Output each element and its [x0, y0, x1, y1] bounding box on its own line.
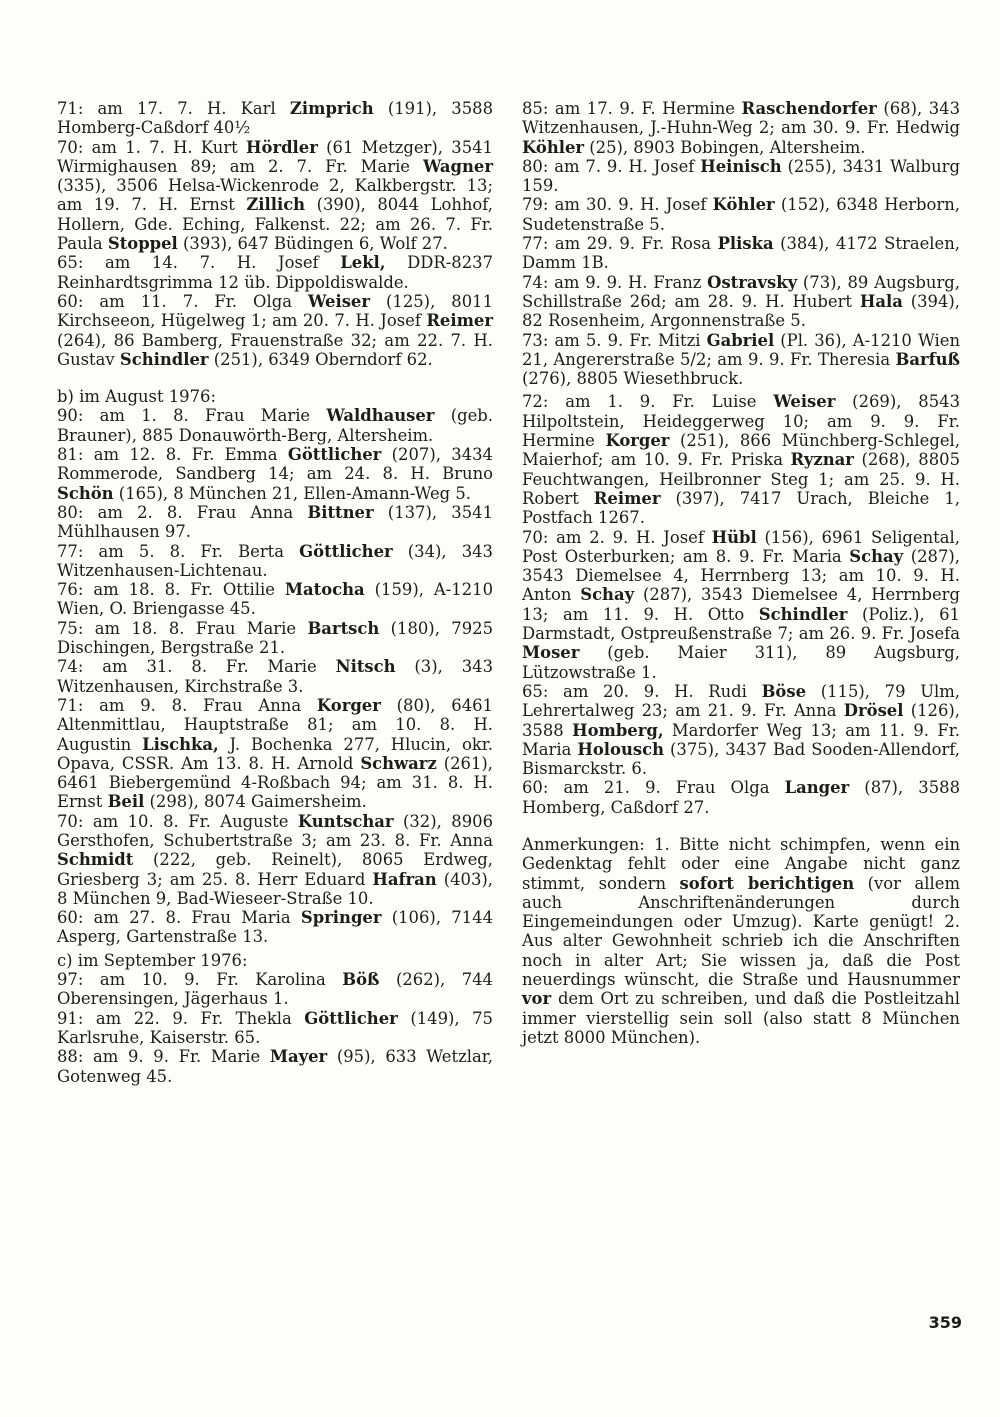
list-item: 71: am 17. 7. H. Karl Zimprich (191), 3588 Homberg-Caßdorf 40½	[57, 99, 493, 138]
list-item: 74: am 31. 8. Fr. Marie Nitsch (3), 343 Witzenhausen, Kirchstraße 3.	[57, 657, 493, 696]
right-column	[522, 99, 960, 1047]
list-item: 60: am 27. 8. Frau Maria Springer (106), 7144 Asperg, Gartenstraße 13.	[57, 908, 493, 947]
list-item: 72: am 1. 9. Fr. Luise Weiser (269), 8543 Hilpoltstein, Heideggerweg 10; am 9. 9. Fr. Hermine Korger (251), 866 Münchberg-Schlegel, Maierhof; am 10. 9. Fr. Priska Ryznar (268), 8805 Feuchtwangen, Heilbronner Steg 1; am 25. 9. H. Robert Reimer (397), 7417 Urach, Bleiche 1, Postfach 1267.	[522, 392, 961, 528]
list-item: 65: am 20. 9. H. Rudi Böse (115), 79 Ulm, Lehrertalweg 23; am 21. 9. Fr. Anna Drösel (126), 3588 Homberg, Mardorfer Weg 13; am 11. 9. Fr. Maria Holousch (375), 3437 Bad Sooden-Allendorf, Bismarckstr. 6.	[522, 681, 960, 779]
list-item: 80: am 7. 9. H. Josef Heinisch (255), 3431 Walburg 159.	[522, 156, 960, 196]
list-item: 75: am 18. 8. Frau Marie Bartsch (180), 7925 Dischingen, Bergstraße 21.	[57, 618, 493, 658]
list-item: 97: am 10. 9. Fr. Karolina Böß (262), 744 Oberensingen, Jägerhaus 1.	[57, 970, 493, 1009]
list-item: 85: am 17. 9. F. Hermine Raschendorfer (68), 343 Witzenhausen, J.-Huhn-Weg 2; am 30. 9. Fr. Hedwig Köhler (25), 8903 Bobingen, Altersheim.	[522, 99, 961, 157]
list-item: 65: am 14. 7. H. Josef Lekl, DDR-8237 Reinhardtsgrimma 12 üb. Dippoldiswalde.	[57, 253, 493, 292]
list-item: 70: am 10. 8. Fr. Auguste Kuntschar (32), 8906 Gersthofen, Schubertstraße 3; am 23. 8. Fr. Anna Schmidt (222, geb. Reinelt), 8065 Erdweg, Griesberg 3; am 25. 8. Herr Eduard Hafran (403), 8 München 9, Bad-Wieseer-Straße 10.	[57, 811, 493, 908]
section-heading-september: c) im September 1976:	[57, 950, 248, 970]
remarks-paragraph: Anmerkungen: 1. Bitte nicht schimpfen, wenn ein Gedenktag fehlt oder eine Angabe nicht ganz stimmt, sondern sofort berichtigen (vor allem auch Anschriftenänderungen durch Eingemeindungen oder Umzug). Karte genügt! 2. Aus alter Gewohnheit schrieb ich die Anschriften noch in alter Art; Sie wissen ja, daß die Post neuerdings wünscht, die Straße und Hausnummer vor dem Ort zu schreiben, und daß die Postleitzahl immer vierstellig sein soll (also statt 8 München jetzt 8000 München).	[522, 834, 961, 1047]
list-item: 88: am 9. 9. Fr. Marie Mayer (95), 633 Wetzlar, Gotenweg 45.	[57, 1047, 493, 1086]
list-item: 79: am 30. 9. H. Josef Köhler (152), 6348 Herborn, Sudetenstraße 5.	[522, 195, 960, 234]
list-item: 81: am 12. 8. Fr. Emma Göttlicher (207), 3434 Rommerode, Sandberg 14; am 24. 8. H. Bruno Schön (165), 8 München 21, Ellen-Amann-Weg 5.	[57, 445, 493, 503]
list-item: 60: am 21. 9. Frau Olga Langer (87), 3588 Homberg, Caßdorf 27.	[522, 778, 960, 817]
list-item: 77: am 29. 9. Fr. Rosa Pliska (384), 4172 Straelen, Damm 1B.	[522, 234, 960, 273]
list-item: 76: am 18. 8. Fr. Ottilie Matocha (159), A-1210 Wien, O. Briengasse 45.	[57, 580, 494, 619]
list-item: 71: am 9. 8. Frau Anna Korger (80), 6461 Altenmittlau, Hauptstraße 81; am 10. 8. H. Augustin Lischka, J. Bochenka 277, Hlucin, okr. Opava, CSSR. Am 13. 8. H. Arnold Schwarz (261), 6461 Biebergemünd 4-Roßbach 94; am 31. 8. H. Ernst Beil (298), 8074 Gaimersheim.	[57, 695, 494, 812]
list-item: 60: am 11. 7. Fr. Olga Weiser (125), 8011 Kirchseeon, Hügelweg 1; am 20. 7. H. Josef Reimer (264), 86 Bamberg, Frauenstraße 32; am 22. 7. H. Gustav Schindler (251), 6349 Oberndorf 62.	[57, 291, 493, 369]
list-item: 90: am 1. 8. Frau Marie Waldhauser (geb. Brauner), 885 Donauwörth-Berg, Altersheim.	[57, 406, 494, 445]
page-number: 359	[928, 1313, 962, 1332]
section-heading-august: b) im August 1976:	[57, 387, 216, 407]
list-item: 70: am 1. 7. H. Kurt Hördler (61 Metzger), 3541 Wirmighausen 89; am 2. 7. Fr. Marie Wagner (335), 3506 Helsa-Wickenrode 2, Kalkbergstr. 13; am 19. 7. H. Ernst Zillich (390), 8044 Lohhof, Hollern, Gde. Eching, Falkenst. 22; am 26. 7. Fr. Paula Stoppel (393), 647 Büdingen 6, Wolf 27.	[57, 137, 493, 254]
list-item: 80: am 2. 8. Frau Anna Bittner (137), 3541 Mühlhausen 97.	[57, 502, 493, 542]
list-item: 91: am 22. 9. Fr. Thekla Göttlicher (149), 75 Karlsruhe, Kaiserstr. 65.	[57, 1008, 493, 1047]
list-item: 73: am 5. 9. Fr. Mitzi Gabriel (Pl. 36), A-1210 Wien 21, Angererstraße 5/2; am 9. 9. Fr. Theresia Barfuß (276), 8805 Wiesethbruck.	[522, 330, 960, 389]
list-item: 70: am 2. 9. H. Josef Hübl (156), 6961 Seligental, Post Osterburken; am 8. 9. Fr. Maria Schay (287), 3543 Diemelsee 4, Herrnberg 13; am 10. 9. H. Anton Schay (287), 3543 Diemelsee 4, Herrnberg 13; am 11. 9. H. Otto Schindler (Poliz.), 61 Darmstadt, Ostpreußenstraße 7; am 26. 9. Fr. Josefa Moser (geb. Maier 311), 89 Augsburg, Lützowstraße 1.	[522, 527, 960, 682]
list-item: 74: am 9. 9. H. Franz Ostravsky (73), 89 Augsburg, Schillstraße 26d; am 28. 9. H. Hubert Hala (394), 82 Rosenheim, Argonnenstraße 5.	[522, 272, 960, 331]
list-item: 77: am 5. 8. Fr. Berta Göttlicher (34), 343 Witzenhausen-Lichtenau.	[57, 541, 493, 580]
left-column	[57, 99, 493, 1086]
